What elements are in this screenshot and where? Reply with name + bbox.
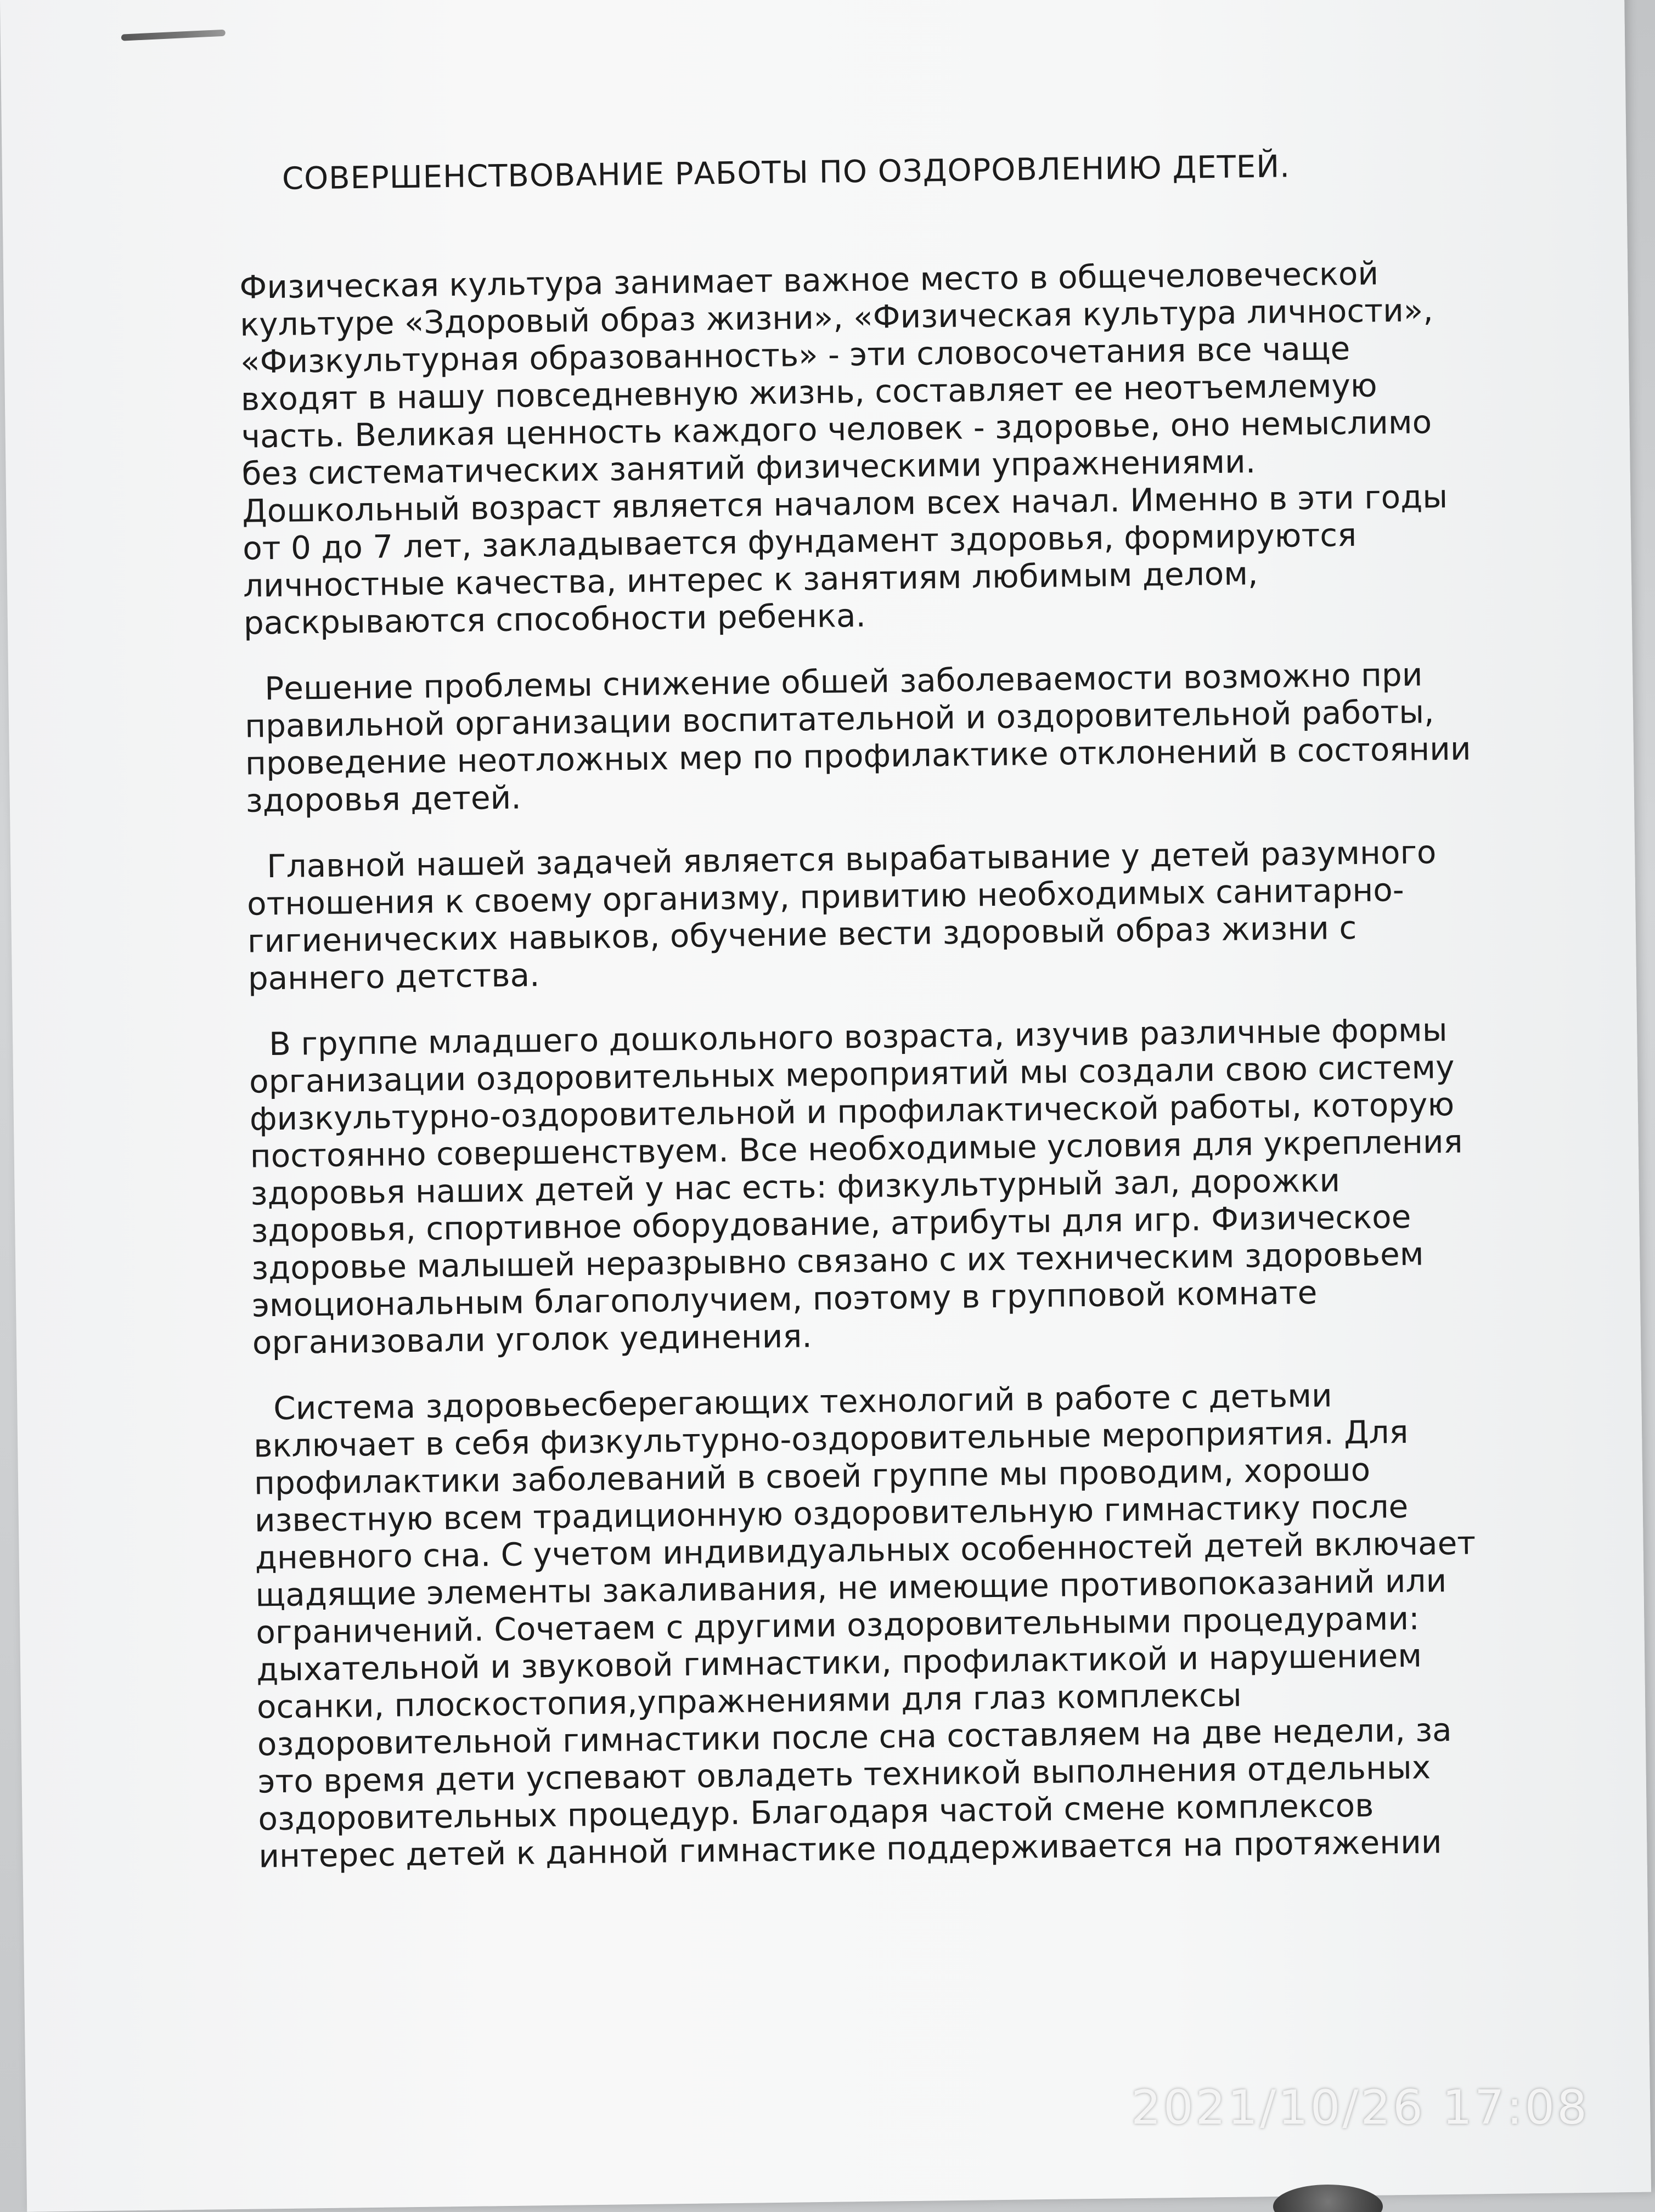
- text-line: культуре «Здоровый образ жизни», «Физическая культура личности»,: [239, 291, 1434, 343]
- text-line: профилактики заболеваний в своей группе мы проводим, хорошо: [254, 1451, 1371, 1502]
- text-line: организации оздоровительных мероприятий мы создали свою систему: [249, 1048, 1455, 1101]
- text-line: Физическая культура занимает важное место в общечеловеческой: [239, 255, 1379, 306]
- text-line: проведение неотложных мер по профилактике отклонений в состоянии: [245, 730, 1471, 782]
- text-line: от 0 до 7 лет, закладывается фундамент здоровья, формируются: [242, 516, 1357, 567]
- text-line: эмоциональным благополучием, поэтому в групповой комнате: [251, 1273, 1318, 1324]
- text-line: личностные качества, интерес к занятиям любимым делом,: [243, 555, 1258, 605]
- text-line: щадящие элементы закаливания, не имеющие противопоказаний или: [255, 1562, 1447, 1614]
- text-line: гигиенических навыков, обучение вести здоровый образ жизни с: [247, 909, 1357, 960]
- text-line: здоровья детей.: [245, 778, 522, 820]
- paragraph: [246, 833, 1510, 997]
- text-line: физкультурно-оздоровительной и профилактической работы, которую: [249, 1085, 1455, 1138]
- text-line: часть. Великая ценность каждого человек - здоровье, оно немыслимо: [241, 403, 1432, 455]
- text-line: интерес детей к данной гимнастике поддерживается на протяжении: [258, 1823, 1442, 1875]
- text-line: правильной организации воспитательной и оздоровительной работы,: [244, 693, 1434, 745]
- text-line: оздоровительной гимнастики после сна составляем на две недели, за: [257, 1711, 1453, 1763]
- paragraph: [253, 1374, 1521, 1875]
- pen-mark: [121, 30, 226, 41]
- text-line: раскрываются способности ребенка.: [243, 596, 866, 642]
- paragraph: [244, 655, 1508, 820]
- text-line: отношения к своему организму, привитию необходимых санитарно-: [246, 871, 1405, 923]
- text-line: дыхательной и звуковой гимнастики, профилактикой и нарушением: [256, 1637, 1422, 1689]
- text-line: здоровья, спортивное оборудование, атрибуты для игр. Физическое: [251, 1198, 1411, 1250]
- photo-timestamp: 2021/10/26 17:08: [1131, 2080, 1589, 2135]
- text-line: ограничений. Сочетаем с другими оздоровительными процедурами:: [255, 1599, 1420, 1651]
- paragraph: [249, 1011, 1515, 1362]
- text-line: здоровья наших детей у нас есть: физкультурный зал, дорожки: [250, 1161, 1341, 1212]
- text-line: Решение проблемы снижение обшей заболеваемости возможно при: [244, 656, 1423, 708]
- text-line: Система здоровьесберегающих технологий в работе с детьми: [252, 1376, 1333, 1427]
- text-line: «Физкультурная образованность» - эти словосочетания все чаще: [240, 329, 1350, 381]
- text-line: оздоровительных процедур. Благодаря частой смене комплексов: [258, 1786, 1374, 1838]
- text-line: Дошкольный возраст является началом всех начал. Именно в эти годы: [241, 477, 1448, 530]
- text-line: В группе младшего дошкольного возраста, изучив различные формы: [248, 1011, 1448, 1063]
- text-line: здоровье малышей неразрывно связано с их техническим здоровьем: [251, 1235, 1424, 1287]
- text-line: осанки, плоскостопия,упражнениями для глаз комплексы: [256, 1676, 1242, 1726]
- text-line: раннего детства.: [247, 956, 540, 997]
- text-line: входят в нашу повседневную жизнь, составляет ее неотъемлемую: [240, 366, 1378, 418]
- document-title: СОВЕРШЕНСТВОВАНИЕ РАБОТЫ ПО ОЗДОРОВЛЕНИЮ ДЕТЕЙ.: [282, 149, 1291, 197]
- text-line: дневного сна. С учетом индивидуальных особенностей детей включает: [255, 1524, 1476, 1577]
- text-line: без систематических занятий физическими упражнениями.: [241, 443, 1256, 493]
- paragraph: [239, 253, 1506, 642]
- text-line: это время дети успевают овладеть техникой выполнения отдельных: [257, 1748, 1431, 1801]
- text-line: известную всем традиционную оздоровительную гимнастику после: [254, 1487, 1409, 1539]
- text-line: постоянно совершенствуем. Все необходимые условия для укрепления: [250, 1122, 1463, 1175]
- text-line: Главной нашей задачей является вырабатывание у детей разумного: [246, 833, 1437, 885]
- text-line: организовали уголок уединения.: [252, 1317, 813, 1362]
- paragraph-list: [239, 253, 1521, 1875]
- document-body: [238, 146, 1522, 1904]
- text-line: включает в себя физкультурно-оздоровительные мероприятия. Для: [253, 1413, 1409, 1465]
